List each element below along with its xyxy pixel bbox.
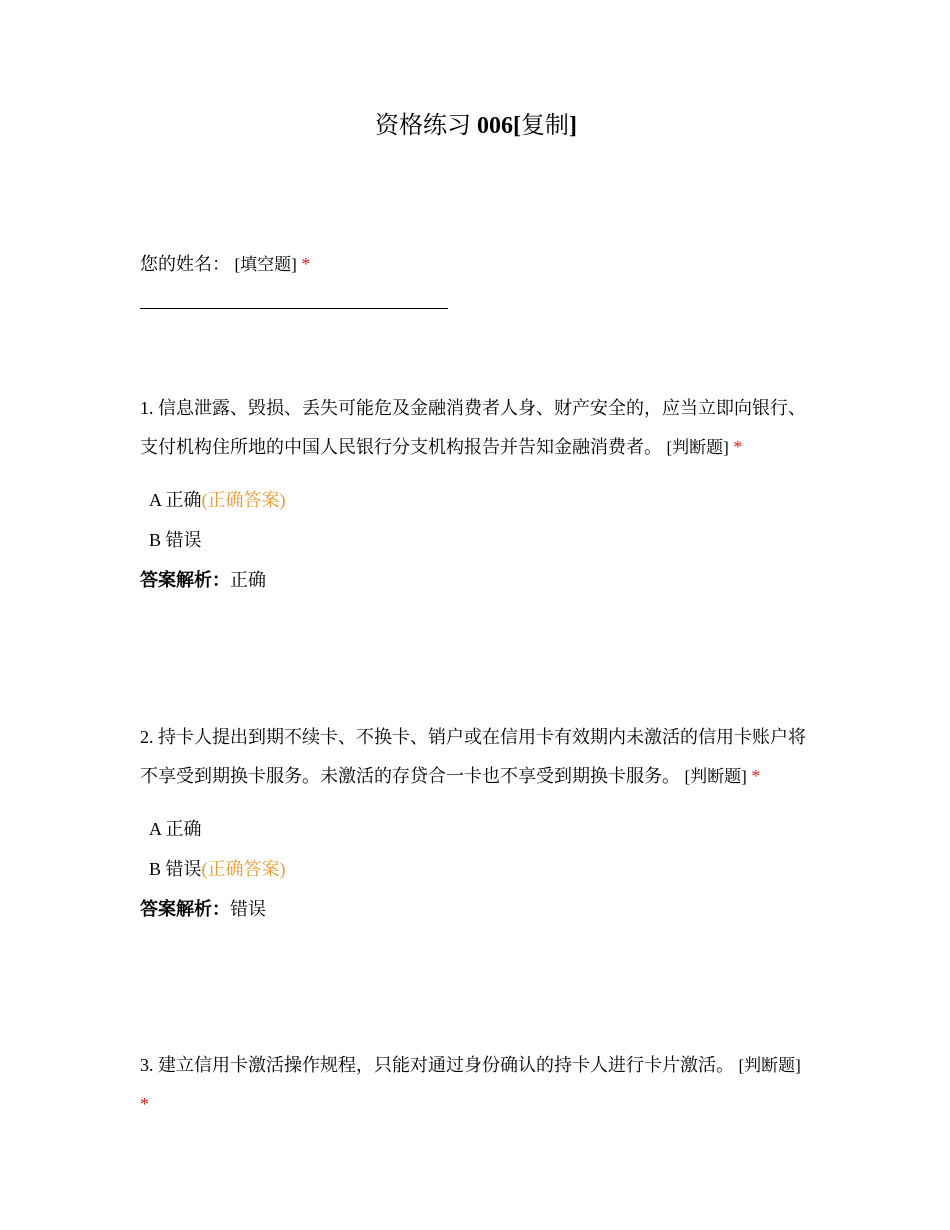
question-text [140, 389, 812, 467]
page-title [140, 110, 812, 142]
question-2 [140, 718, 812, 922]
question-1 [140, 389, 812, 593]
required-mark: * [301, 254, 311, 274]
option-label: A 正确 [149, 819, 202, 839]
analysis-value: 错误 [230, 899, 266, 919]
option-label: A 正确 [149, 490, 202, 510]
question-type: [判断题] [738, 1056, 801, 1075]
question-2-text: 2. 持卡人提出到期不续卡、不换卡、销户或在信用卡有效期内未激活的信用卡账户将不享受到期换卡服务。未激活的存贷合一卡也不享受到期换卡服务。 [140, 727, 806, 786]
analysis-label: 答案解析： [140, 899, 230, 919]
title-bracket-open: [ [513, 113, 521, 139]
analysis-value: 正确 [230, 570, 266, 590]
option-a[interactable] [149, 487, 812, 527]
required-mark: * [140, 1094, 149, 1114]
name-question [140, 251, 310, 278]
question-1-text: 1. 信息泄露、毁损、丢失可能危及金融消费者人身、财产安全的，应当立即向银行、支付机构住所地的中国人民银行分支机构报告并告知金融消费者。 [140, 398, 806, 457]
question-text [140, 718, 812, 796]
question-3 [140, 1046, 812, 1124]
title-main: 资格练习 [375, 113, 471, 139]
analysis-label: 答案解析： [140, 570, 230, 590]
required-mark: * [733, 437, 743, 457]
correct-answer-mark: (正确答案) [201, 490, 286, 510]
title-number: 006 [477, 113, 513, 139]
answer-analysis [140, 896, 812, 922]
question-3-text: 3. 建立信用卡激活操作规程，只能对通过身份确认的持卡人进行卡片激活。 [140, 1055, 734, 1075]
title-copy: 复制 [521, 113, 569, 139]
title-bracket-close: ] [569, 113, 577, 139]
correct-answer-mark: (正确答案) [201, 859, 286, 879]
option-b[interactable] [149, 527, 812, 567]
question-type: [判断题] [684, 767, 747, 786]
required-mark: * [751, 766, 761, 786]
question-type: [填空题] [234, 255, 297, 274]
option-label: B 错误 [149, 859, 202, 879]
name-label: 您的姓名： [140, 254, 230, 274]
option-label: B 错误 [149, 530, 202, 550]
name-input-line[interactable] [140, 308, 448, 309]
question-text [140, 1046, 812, 1124]
answer-analysis [140, 567, 812, 593]
option-a[interactable] [149, 816, 812, 856]
option-b[interactable] [149, 856, 812, 896]
question-type: [判断题] [666, 438, 729, 457]
